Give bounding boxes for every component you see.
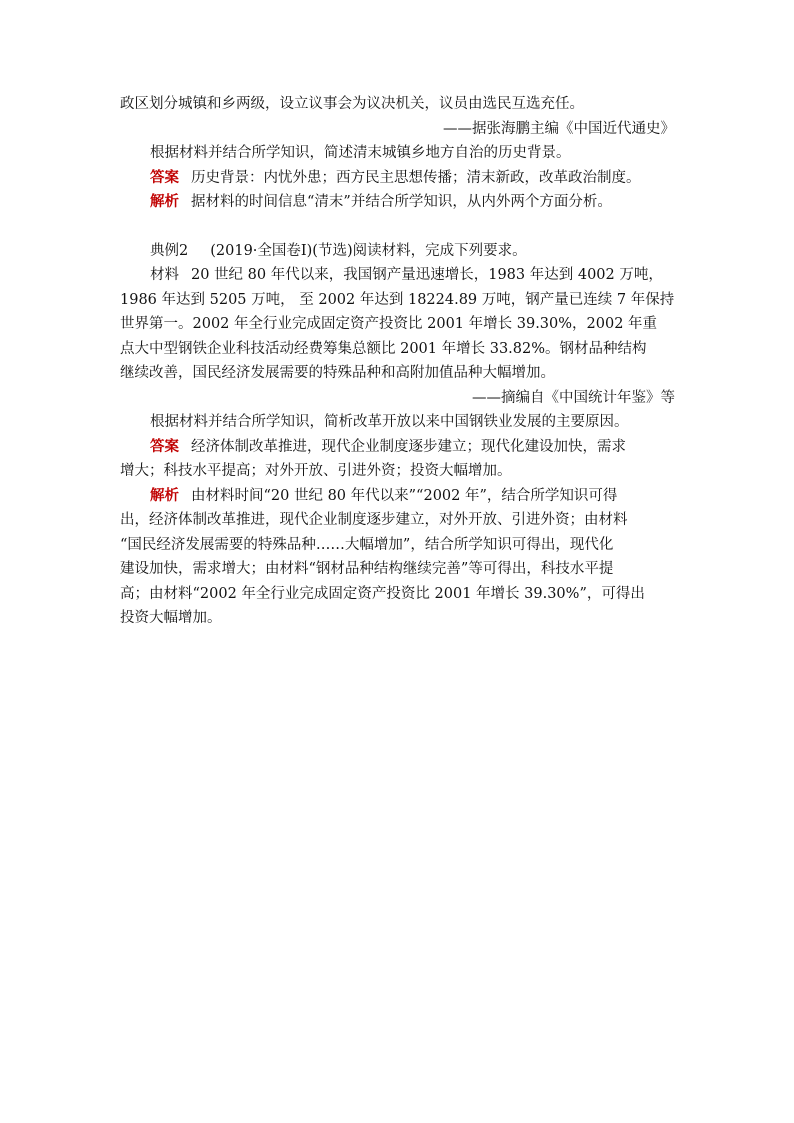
analysis-paragraph (120, 190, 675, 215)
answer-line: 经济体制改革推进，现代企业制度逐步建立；现代化建设加快，需求 (191, 438, 626, 455)
material-source: ——摘编自《中国统计年鉴》等 (472, 389, 675, 406)
answer-paragraph (120, 166, 675, 191)
analysis-line: 投资大幅增加。 (120, 610, 222, 626)
material-continuation: 政区划分城镇和乡两级，设立议事会为议决机关，议员由选民互选充任。 (120, 96, 584, 112)
material-line: 20 世纪 80 年代以来，我国钢产量迅速增长，1983 年达到 4002 万吨， (191, 267, 663, 283)
analysis-line: 由材料时间“20 世纪 80 年代以来”“2002 年”，结合所学知识可得 (191, 487, 618, 504)
analysis-paragraph (120, 484, 675, 509)
example-intro: (2019·全国卷Ⅰ)(节选)阅读材料，完成下列要求。 (210, 242, 527, 259)
material-source: ——据张海鹏主编《中国近代通史》 (443, 120, 675, 137)
question-text: 根据材料并结合所学知识，简述清末城镇乡地方自治的历史背景。 (150, 145, 571, 161)
answer-label: 答案 (150, 437, 179, 455)
analysis-text: 据材料的时间信息“清末”并结合所学知识，从内外两个方面分析。 (191, 194, 612, 210)
material-paragraph-first (120, 263, 675, 288)
answer-line: 增大；科技水平提高；对外开放、引进外资；投资大幅增加。 (120, 463, 512, 479)
analysis-line: “国民经济发展需要的特殊品种……大幅增加”，结合所学知识可得出，现代化 (120, 536, 614, 553)
document-page (120, 92, 675, 631)
spacer (120, 215, 675, 239)
analysis-line: 建设加快，需求增大；由材料“钢材品种结构继续完善”等可得出，科技水平提 (120, 561, 614, 577)
material-line: 点大中型钢铁企业科技活动经费筹集总额比 2001 年增长 33.82%。钢材品种结构 (120, 340, 647, 357)
analysis-line: 出，经济体制改革推进，现代企业制度逐步建立，对外开放、引进外资；由材料 (120, 512, 628, 528)
example-title: 典例2 (150, 242, 189, 259)
question-text: 根据材料并结合所学知识，简析改革开放以来中国钢铁业发展的主要原因。 (150, 414, 629, 430)
analysis-label: 解析 (150, 193, 179, 210)
analysis-line: 高；由材料“2002 年全行业完成固定资产投资比 2001 年增长 39.30%”，可得出 (120, 585, 645, 602)
answer-paragraph (120, 435, 675, 460)
material-line: 1986 年达到 5205 万吨， 至 2002 年达到 18224.89 万吨，钢产量已连续 7 年保持 (120, 291, 675, 308)
answer-label: 答案 (150, 168, 179, 186)
answer-text: 历史背景：内忧外患；西方民主思想传播；清末新政，改革政治制度。 (191, 169, 641, 186)
material-line: 世界第一。2002 年全行业完成固定资产投资比 2001 年增长 39.30%，2002 年重 (120, 316, 658, 332)
analysis-label: 解析 (150, 486, 179, 504)
material-label: 材料 (150, 267, 179, 283)
example-heading (120, 239, 675, 264)
material-line: 继续改善，国民经济发展需要的特殊品种和高附加值品种大幅增加。 (120, 365, 555, 381)
